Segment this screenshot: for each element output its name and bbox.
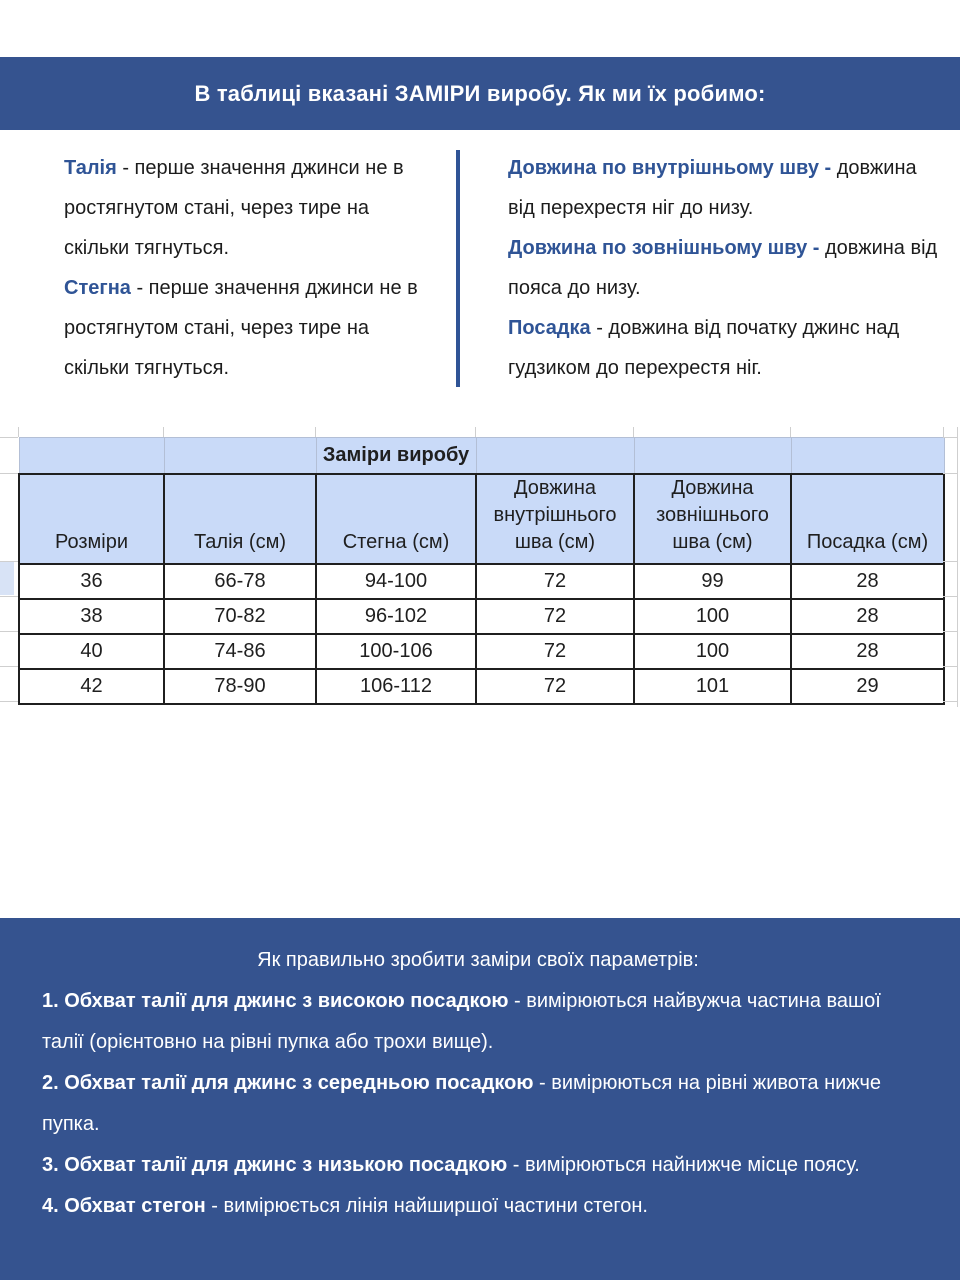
table-cell: 36 <box>19 564 164 599</box>
instruction-text: - вимірюються найнижче місце поясу. <box>507 1154 860 1176</box>
instruction-term: 2. Обхват талії для джинс з середньою посадкою <box>42 1072 534 1094</box>
gridline-remnant <box>943 701 958 702</box>
table-column-header: Талія (см) <box>164 474 316 564</box>
table-caption-cell: Заміри виробу <box>316 438 476 474</box>
table-cell: 78-90 <box>164 669 316 704</box>
definition-item <box>64 268 436 388</box>
table-cell: 72 <box>476 669 634 704</box>
instruction-item <box>42 1063 914 1145</box>
instruction-term: 1. Обхват талії для джинс з високою посадкою <box>42 990 509 1012</box>
table-cell: 106-112 <box>316 669 476 704</box>
definition-text: - перше значення джинси не в ростягнутом стані, через тире на скільки тягнуться. <box>64 277 418 379</box>
size-table <box>18 437 945 705</box>
table-column-header: Довжина внутрішнього шва (см) <box>476 474 634 564</box>
gridline-remnant <box>943 561 958 562</box>
gridline-remnant <box>0 701 18 702</box>
table-cell: 74-86 <box>164 634 316 669</box>
table-cell: 38 <box>19 599 164 634</box>
definitions-left-column <box>64 148 436 388</box>
table-cell: 28 <box>791 599 944 634</box>
top-banner <box>0 57 960 130</box>
banner-title: В таблиці вказані ЗАМІРИ виробу. Як ми їх робимо: <box>194 80 766 106</box>
definition-term: Посадка <box>508 317 591 339</box>
table-row <box>19 669 944 704</box>
instruction-item <box>42 1186 914 1227</box>
gridline-remnant <box>315 427 316 437</box>
table-empty-header-cell <box>634 438 791 474</box>
size-table-body <box>19 564 944 704</box>
instructions-title: Як правильно зробити заміри своїх параметрів: <box>257 949 699 971</box>
definition-item <box>508 148 940 228</box>
definition-term: Талія <box>64 157 117 179</box>
table-cell: 40 <box>19 634 164 669</box>
table-cell: 96-102 <box>316 599 476 634</box>
table-cell: 100 <box>634 599 791 634</box>
table-column-header: Посадка (см) <box>791 474 944 564</box>
definition-item <box>508 228 940 308</box>
definition-term: Довжина по внутрішньому шву - <box>508 157 832 179</box>
definition-text: довжина від перехрестя ніг до низу. <box>508 157 917 219</box>
gridline-remnant <box>790 427 791 437</box>
instructions-section <box>0 918 960 1280</box>
definition-text: - перше значення джинси не в ростягнутом стані, через тире на скільки тягнуться. <box>64 157 404 259</box>
gridline-remnant <box>943 427 944 437</box>
definition-item <box>64 148 436 268</box>
instruction-term: 3. Обхват талії для джинс з низькою посадкою <box>42 1154 508 1176</box>
table-cell: 28 <box>791 634 944 669</box>
table-cell: 42 <box>19 669 164 704</box>
table-cell: 100 <box>634 634 791 669</box>
table-empty-header-cell <box>164 438 316 474</box>
table-cell: 70-82 <box>164 599 316 634</box>
gridline-remnant <box>0 596 18 597</box>
table-row <box>19 599 944 634</box>
gridline-remnant <box>0 473 18 474</box>
table-cell: 72 <box>476 634 634 669</box>
column-divider <box>456 150 460 387</box>
table-cell: 101 <box>634 669 791 704</box>
instruction-term: 4. Обхват стегон <box>42 1195 206 1217</box>
gridline-remnant <box>957 427 958 707</box>
instructions-list <box>42 981 914 1227</box>
size-table-section <box>18 437 943 705</box>
gridline-remnant <box>18 427 19 437</box>
table-empty-header-cell <box>791 438 944 474</box>
gridline-remnant <box>943 437 958 438</box>
table-cell: 99 <box>634 564 791 599</box>
definitions-right-column <box>508 148 940 388</box>
table-cell: 72 <box>476 564 634 599</box>
table-column-header: Стегна (см) <box>316 474 476 564</box>
instruction-text: - вимірюється лінія найширшої частини стегон. <box>205 1195 648 1217</box>
table-group-header-row <box>19 438 944 474</box>
gridline-remnant <box>943 666 958 667</box>
instruction-text: - вимірюються на рівні живота нижче пупка. <box>42 1072 882 1135</box>
definition-text: - довжина від початку джинс над гудзиком до перехрестя ніг. <box>508 317 900 379</box>
gridline-remnant <box>633 427 634 437</box>
table-cell: 66-78 <box>164 564 316 599</box>
gridline-remnant <box>0 666 18 667</box>
table-column-header-row <box>19 474 944 564</box>
gridline-remnant <box>943 596 958 597</box>
definition-term: Довжина по зовнішньому шву - <box>508 237 820 259</box>
gridline-remnant <box>0 437 18 438</box>
table-cell: 72 <box>476 599 634 634</box>
table-cell: 29 <box>791 669 944 704</box>
definition-item <box>508 308 940 388</box>
gridline-remnant <box>943 473 958 474</box>
table-row <box>19 564 944 599</box>
definition-text: довжина від пояса до низу. <box>508 237 938 299</box>
gridline-remnant <box>475 427 476 437</box>
gridline-remnant <box>0 561 18 562</box>
table-column-header: Довжина зовнішнього шва (см) <box>634 474 791 564</box>
gridline-remnant <box>163 427 164 437</box>
gridline-remnant <box>0 631 18 632</box>
table-empty-header-cell <box>19 438 164 474</box>
instruction-text: - вимірюються найвужча частина вашої талії (орієнтовно на рівні пупка або трохи вище). <box>42 990 881 1053</box>
table-cell: 28 <box>791 564 944 599</box>
table-empty-header-cell <box>476 438 634 474</box>
table-row <box>19 634 944 669</box>
gridline-remnant <box>943 631 958 632</box>
definition-term: Стегна <box>64 277 131 299</box>
table-cell: 94-100 <box>316 564 476 599</box>
instruction-item <box>42 981 914 1063</box>
table-column-header: Розміри <box>19 474 164 564</box>
table-cell: 100-106 <box>316 634 476 669</box>
spreadsheet-cell-remnant <box>0 562 14 595</box>
instruction-item <box>42 1145 914 1186</box>
